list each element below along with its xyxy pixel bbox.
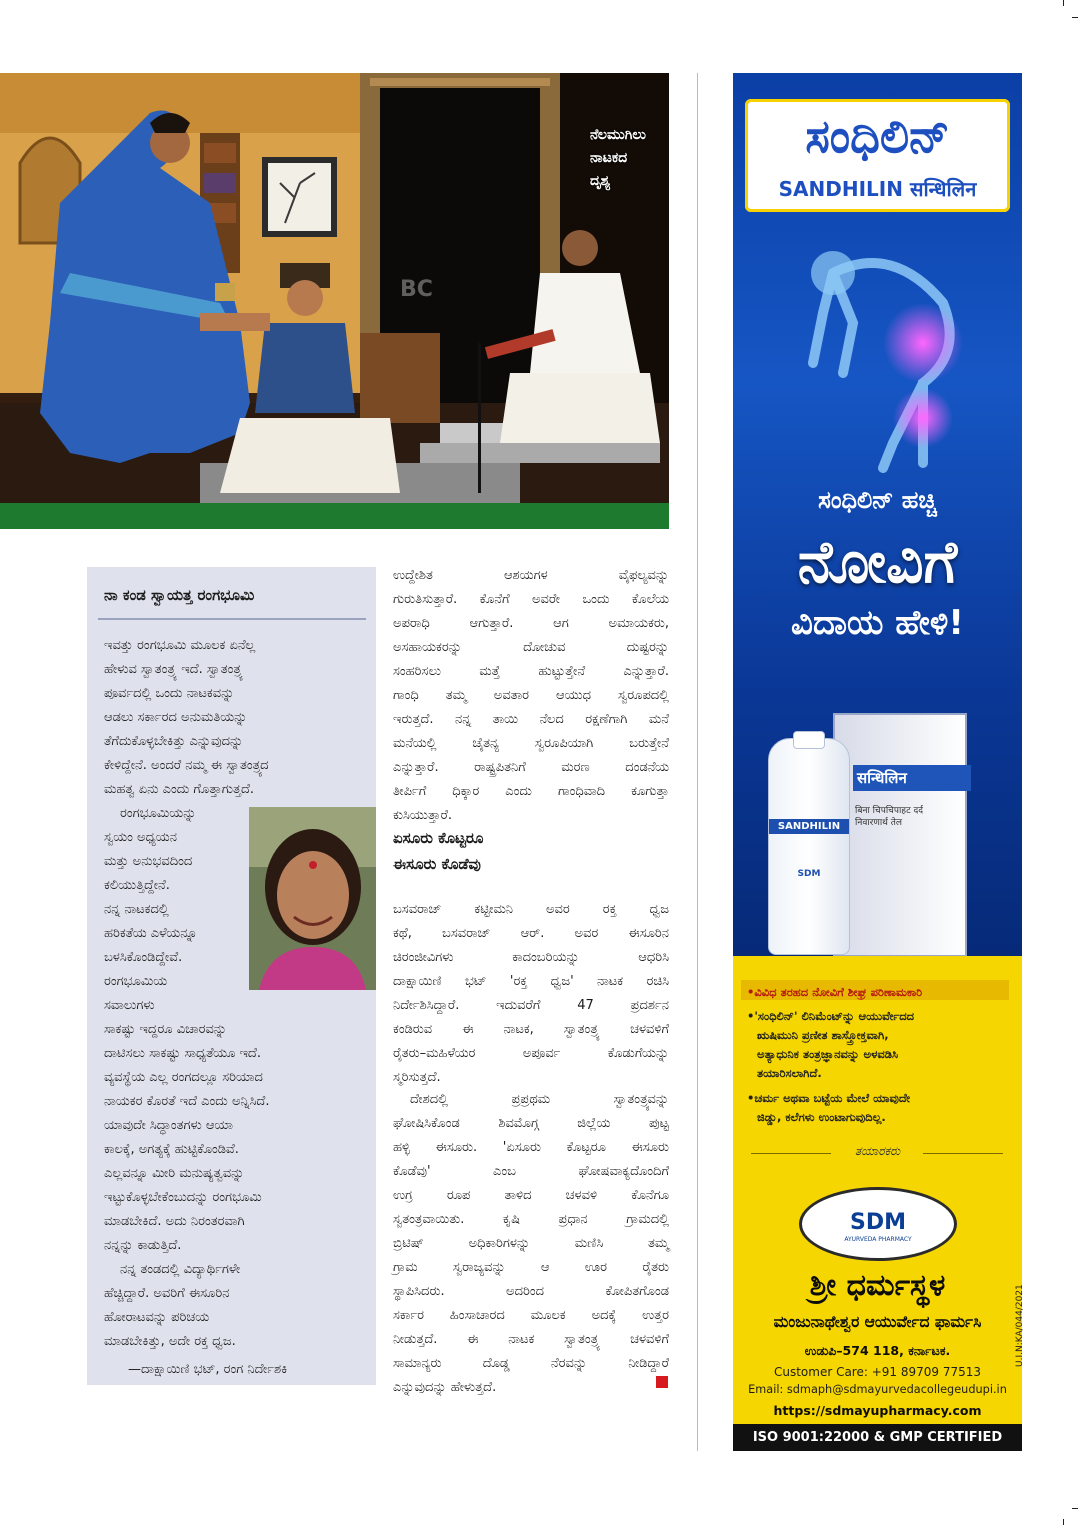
sidebar-line: ಮಹತ್ವ ಏನು ಎಂದು ಗೊತ್ತಾಗುತ್ತದೆ.: [104, 782, 255, 797]
sidebar-line: ತೆಗೆದುಕೊಳ್ಳಬೇಕಿತ್ತು ಎನ್ನುವುದನ್ನು: [104, 734, 244, 749]
sidebar-title: ನಾ ಕಂಡ ಸ್ವಾಯತ್ತ ರಂಗಭೂಮಿ: [104, 586, 255, 604]
article-line: ಸ್ಥಾಪಿಸಿದರು. ಅದರಿಂದ ಕೋಪಿತಗೊಂಡ: [393, 1284, 669, 1299]
product-box-small-text: बिना चिपचिपाहट दर्द निवारणार्थ तेल: [855, 806, 924, 828]
ad-sub-headline: ಸಂಧಿಲಿನ್ ಹಚ್ಚಿ: [818, 486, 937, 514]
article-line: ಬ್ರಿಟಿಷ್ ಅಧಿಕಾರಿಗಳನ್ನು ಮಣಿಸಿ ತಮ್ಮ: [393, 1236, 669, 1251]
article-line: ಗುರುತಿಸುತ್ತಾರೆ. ಕೊನೆಗೆ ಅವರೇ ಒಂದು ಕೊಲೆಯ: [393, 592, 669, 607]
article-subhead: ಈಸೂರು ಕೊಡೆವು: [393, 855, 481, 873]
sidebar-line: ಇವತ್ತು ರಂಗಭೂಮಿ ಮೂಲಕ ಏನೆಲ್ಲ: [104, 638, 256, 653]
bottle-brand: SDM: [797, 869, 821, 879]
sandhilin-advertisement: [733, 73, 1025, 1451]
article-line: ಸಂಹರಿಸಲು ಮತ್ತೆ ಹುಟ್ಟುತ್ತೇನೆ ಎನ್ನುತ್ತಾರೆ.: [393, 664, 669, 679]
article-line: ಸ್ಮರಿಸುತ್ತದೆ.: [393, 1070, 441, 1085]
photo-watermark: BC: [400, 277, 433, 302]
sidebar-line: ಹರಿಕತೆಯ ಎಳೆಯನ್ನೂ: [104, 926, 198, 941]
ad-address: ಉಡುಪಿ–574 118, ಕರ್ನಾಟಕ.: [804, 1343, 951, 1358]
caption-line: ನೆಲಮುಗಿಲು: [590, 127, 646, 143]
ad-uin-text: U.I.N:KA/044/2021: [1015, 1284, 1025, 1367]
sidebar-line: ಮಾಡಬೇಕಿದೆ. ಅದು ನಿರಂತರವಾಗಿ: [104, 1214, 245, 1229]
prepared-by-label: ತಯಾರಕರು: [854, 1144, 901, 1158]
article-line: ರೈತರು–ಮಹಿಳೆಯರ ಅಪೂರ್ವ ಕೊಡುಗೆಯನ್ನು: [393, 1046, 669, 1061]
sidebar-line: ಮಾಡಬೇಕಿತ್ತು, ಅದೇ ರಕ್ತ ಧ್ವಜ.: [104, 1334, 236, 1349]
ad-bullet: ಅತ್ಯಾಧುನಿಕ ತಂತ್ರಜ್ಞಾನವನ್ನು ಅಳವಡಿಸಿ: [757, 1047, 899, 1061]
sdm-logo-subtext: AYURVEDA PHARMACY: [844, 1236, 912, 1243]
article-line: ಕಂಡಿರುವ ಈ ನಾಟಕ, ಸ್ವಾತಂತ್ರ್ಯ ಚಳವಳಿಗೆ: [393, 1022, 669, 1037]
article-line: ಘೋಷಿಸಿಕೊಂಡ ಶಿವಮೊಗ್ಗ ಜಿಲ್ಲೆಯ ಪುಟ್ಟ: [393, 1116, 669, 1131]
sdm-logo-text: SDM: [850, 1210, 906, 1235]
article-line: ಕಥೆ, ಬಸವರಾಜ್ ಆರ್. ಅವರ ಈಸೂರಿನ: [393, 926, 669, 941]
sidebar-line: ಪೂರ್ವದಲ್ಲಿ ಒಂದು ನಾಟಕವನ್ನು: [104, 686, 235, 701]
product-bottle: [768, 738, 850, 955]
sdm-logo: [799, 1187, 957, 1261]
sidebar-line: ಸವಾಲುಗಳು: [104, 998, 155, 1013]
photo-caption: [590, 124, 666, 193]
sidebar-line: ಎಲ್ಲವನ್ನೂ ಮೀರಿ ಮನುಷ್ಯತ್ವವನ್ನು: [104, 1166, 245, 1181]
column-divider: [697, 73, 698, 1451]
ad-tagline: ವಿದಾಯ ಹೇಳಿ!: [791, 603, 964, 643]
sidebar-line: ನನ್ನನ್ನು ಕಾಡುತ್ತಿದೆ.: [104, 1238, 182, 1253]
ad-website-link[interactable]: https://sdmayupharmacy.com: [773, 1403, 982, 1418]
sidebar-line: ಸ್ವಯಂ ಅಧ್ಯಯನ: [104, 830, 177, 845]
ad-bullet: •ಚರ್ಮ ಅಥವಾ ಬಟ್ಟೆಯ ಮೇಲೆ ಯಾವುದೇ: [747, 1091, 911, 1105]
sidebar-line: ಸಾಕಷ್ಟು ಇದ್ದರೂ ವಿಚಾರವನ್ನು: [104, 1022, 227, 1037]
ad-brand-subname: ಮಂಜುನಾಥೇಶ್ವರ ಆಯುರ್ವೇದ ಫಾರ್ಮಸಿ: [773, 1313, 982, 1331]
ad-brand-name: ಶ್ರೀ ಧರ್ಮಸ್ಥಳ: [809, 1268, 946, 1303]
caption-line: ನಾಟಕದ: [590, 150, 628, 166]
ad-email[interactable]: Email: sdmaph@sdmayurvedacollegeudupi.in: [748, 1383, 1007, 1396]
product-box-label: सन्धिलिन: [853, 765, 971, 791]
sidebar-line: ಆಡಲು ಸರ್ಕಾರದ ಅನುಮತಿಯನ್ನು: [104, 710, 248, 725]
ad-headline: ನೋವಿಗೆ: [797, 528, 958, 596]
crop-mark: [1072, 1508, 1078, 1509]
sidebar-line: ನನ್ನ ತಂಡದಲ್ಲಿ ವಿದ್ಯಾರ್ಥಿಗಳೇ: [120, 1262, 241, 1277]
sidebar-line: ಹೋರಾಟವನ್ನು ಪರಿಚಯ: [104, 1310, 210, 1325]
article-line: ಚಿರಂಜೀವಿಗಳು ಕಾದಂಬರಿಯನ್ನು ಆಧರಿಸಿ: [393, 950, 669, 965]
article-line: ಇರುತ್ತದೆ. ನನ್ನ ತಾಯಿ ನೆಲದ ರಕ್ಷಣೆಗಾಗಿ ಮನೆ: [393, 712, 669, 727]
article-line: ದೇಶದಲ್ಲಿ ಪ್ರಪ್ರಥಮ ಸ್ವಾತಂತ್ರ್ಯವನ್ನು: [410, 1092, 669, 1107]
ad-bullet: ಋಷಿಮುನಿ ಪ್ರಣೀತ ಶಾಸ್ತ್ರೋಕ್ತವಾಗಿ,: [757, 1028, 889, 1042]
product-box: [833, 713, 967, 957]
ad-bullet: •'ಸಂಧಿಲಿನ್' ಲಿನಿಮೆಂಟ್‌ನ್ನು ಆಯುರ್ವೇದದ: [747, 1009, 915, 1023]
stage-scene-image: [0, 73, 669, 529]
sidebar-divider: [98, 618, 366, 620]
article-end-mark: [656, 1376, 668, 1388]
article-line: ಎನ್ನುತ್ತಾರೆ. ರಾಷ್ಟ್ರಪಿತನಿಗೆ ಮರಣ ದಂಡನೆಯ: [393, 760, 669, 775]
article-line: ಗ್ರಾಮ ಸ್ವರಾಜ್ಯವನ್ನು ಆ ಊರ ರೈತರು: [393, 1260, 669, 1275]
crop-mark: [1063, 0, 1064, 6]
sidebar-line: ಬಳಸಿಕೊಂಡಿದ್ದೇವೆ.: [104, 950, 183, 965]
article-line: ನೀಡುತ್ತದೆ. ಈ ನಾಟಕ ಸ್ವಾತಂತ್ರ್ಯ ಚಳವಳಿಗೆ: [393, 1332, 669, 1347]
sidebar-line: ಮತ್ತು ಅನುಭವದಿಂದ: [104, 854, 193, 869]
article-line: ಬಸವರಾಜ್ ಕಟ್ಟೀಮನಿ ಅವರ ರಕ್ತ ಧ್ವಜ: [393, 902, 669, 917]
sidebar-line: ನನ್ನ ನಾಟಕದಲ್ಲಿ: [104, 902, 169, 917]
bottle-label: SANDHILIN: [769, 819, 849, 834]
sidebar-line: ಇಟ್ಟುಕೊಳ್ಳಬೇಕೆಂಬುದನ್ನು ರಂಗಭೂಮಿ: [104, 1190, 262, 1205]
sidebar-line: ಹೆಚ್ಚಿದ್ದಾರೆ. ಅವರಿಗೆ ಈಸೂರಿನ: [104, 1286, 230, 1301]
article-subhead: ಏಸೂರು ಕೊಟ್ಟರೂ: [393, 829, 484, 847]
ad-iso-badge: ISO 9001:22000 & GMP CERTIFIED: [733, 1424, 1022, 1451]
sidebar-line: ರಂಗಭೂಮಿಯ: [104, 974, 168, 989]
caption-line: ದೃಶ್ಯ: [590, 173, 611, 189]
ad-logo-kannada: ಸಂಧಿಲಿನ್: [805, 109, 950, 163]
director-portrait: [249, 807, 376, 990]
ad-logo: [745, 99, 1010, 212]
article-line: ಮನೆಯಲ್ಲಿ ಚೈತನ್ಯ ಸ್ವರೂಪಿಯಾಗಿ ಬರುತ್ತೇನೆ: [393, 736, 669, 751]
stage-photo: [0, 73, 669, 529]
article-line: ಕೊಡೆವು' ಎಂಬ ಘೋಷವಾಕ್ಯದೊಂದಿಗೆ: [393, 1164, 669, 1179]
sidebar-line: ಕೇಳಿದ್ದೇನೆ. ಅಂದರೆ ನಮ್ಮ ಈ ಸ್ವಾತಂತ್ರ್ಯದ: [104, 758, 269, 773]
article-line: ಎನ್ನುವುದನ್ನು ಹೇಳುತ್ತದೆ.: [393, 1380, 497, 1395]
crop-mark: [1072, 17, 1078, 18]
ad-bullet: ತಯಾರಿಸಲಾಗಿದೆ.: [757, 1066, 822, 1080]
ad-customer-care: Customer Care: +91 89709 77513: [773, 1365, 982, 1379]
sidebar-line: ವ್ಯವಸ್ಥೆಯ ಎಲ್ಲ ರಂಗದಲ್ಲೂ ಸರಿಯಾದ: [104, 1070, 263, 1085]
article-line: ನಿರ್ದೇಶಿಸಿದ್ದಾರೆ. ಇದುವರೆಗೆ 47 ಪ್ರದರ್ಶನ: [393, 998, 669, 1013]
article-line: ಉಗ್ರ ರೂಪ ತಾಳಿದ ಚಳವಳಿ ಕೊನೆಗೂ: [393, 1188, 669, 1203]
sidebar-line: ಯಾವುದೇ ಸಿದ್ಧಾಂತಗಳು ಆಯಾ: [104, 1118, 233, 1133]
ad-bullet: ಜಿಡ್ಡು, ಕಲೆಗಳು ಉಂಟಾಗುವುದಿಲ್ಲ.: [757, 1110, 886, 1124]
article-line: ಸ್ವತಂತ್ರವಾಯಿತು. ಕೃಷಿ ಪ್ರಧಾನ ಗ್ರಾಮದಲ್ಲಿ: [393, 1212, 669, 1227]
article-line: ಅಸಹಾಯಕರನ್ನು ದೋಚುವ ದುಷ್ಟರನ್ನು: [393, 640, 669, 655]
ad-bullet: •ವಿವಿಧ ತರಹದ ನೋವಿಗೆ ಶೀಘ್ರ ಪರಿಣಾಮಕಾರಿ: [747, 985, 923, 999]
article-line: ಸಾಮಾನ್ಯರು ದೊಡ್ಡ ನೆರವನ್ನು ನೀಡಿದ್ದಾರೆ: [393, 1356, 669, 1371]
sidebar-line: ನಾಯಕರ ಕೊರತೆ ಇದೆ ಎಂದು ಅನ್ನಿಸಿದೆ.: [104, 1094, 270, 1109]
sidebar-line: ರಂಗಭೂಮಿಯನ್ನು: [120, 806, 197, 821]
article-line: ಸರ್ಕಾರ ಹಿಂಸಾಚಾರದ ಮೂಲಕ ಅದಕ್ಕೆ ಉತ್ತರ: [393, 1308, 669, 1323]
article-line: ಉದ್ದೇಶಿತ ಆಶಯಗಳ ವೈಫಲ್ಯವನ್ನು: [393, 568, 669, 583]
skeleton-pain-illustration: [773, 243, 993, 473]
article-line: ಗಾಂಧಿ ತಮ್ಮ ಅವತಾರ ಆಯುಧ ಸ್ವರೂಪದಲ್ಲಿ: [393, 688, 669, 703]
ad-logo-english: SANDHILIN सन्धिलिन: [778, 177, 977, 201]
ad-blue-panel: [733, 73, 1022, 956]
article-line: ಕುಸಿಯುತ್ತಾರೆ.: [393, 808, 453, 823]
article-line: ಅಪರಾಧಿ ಆಗುತ್ತಾರೆ. ಆಗ ಅಮಾಯಕರು,: [393, 616, 669, 631]
article-line: ಹಳ್ಳಿ ಈಸೂರು. 'ಏಸೂರು ಕೊಟ್ಟರೂ ಈಸೂರು: [393, 1140, 669, 1155]
article-line: ದಾಕ್ಷಾಯಿಣಿ ಭಟ್ 'ರಕ್ತ ಧ್ವಜ' ನಾಟಕ ರಚಿಸಿ: [393, 974, 669, 989]
sidebar-line: ಕಲಿಯುತ್ತಿದ್ದೇನೆ.: [104, 878, 170, 893]
sidebar-line: ಕಾಲಕ್ಕೆ, ಅಗತ್ಯಕ್ಕೆ ಹುಟ್ಟಿಕೊಂಡಿವೆ.: [104, 1142, 239, 1157]
sidebar-line: ದಾಟಿಸಲು ಸಾಕಷ್ಟು ಸಾಧ್ಯತೆಯೂ ಇದೆ.: [104, 1046, 261, 1061]
sidebar-signature: —ದಾಕ್ಷಾಯಿಣಿ ಭಟ್, ರಂಗ ನಿರ್ದೇಶಕಿ: [128, 1362, 288, 1377]
sidebar-line: ಹೇಳುವ ಸ್ವಾತಂತ್ರ್ಯ ಇದೆ. ಸ್ವಾತಂತ್ರ್ಯ: [104, 662, 244, 677]
article-line: ತೀರ್ಪಿಗೆ ಧಿಕ್ಕಾರ ಎಂದು ಗಾಂಧಿವಾದಿ ಕೂಗುತ್ತಾ: [393, 784, 669, 799]
crop-mark: [1063, 1519, 1064, 1525]
